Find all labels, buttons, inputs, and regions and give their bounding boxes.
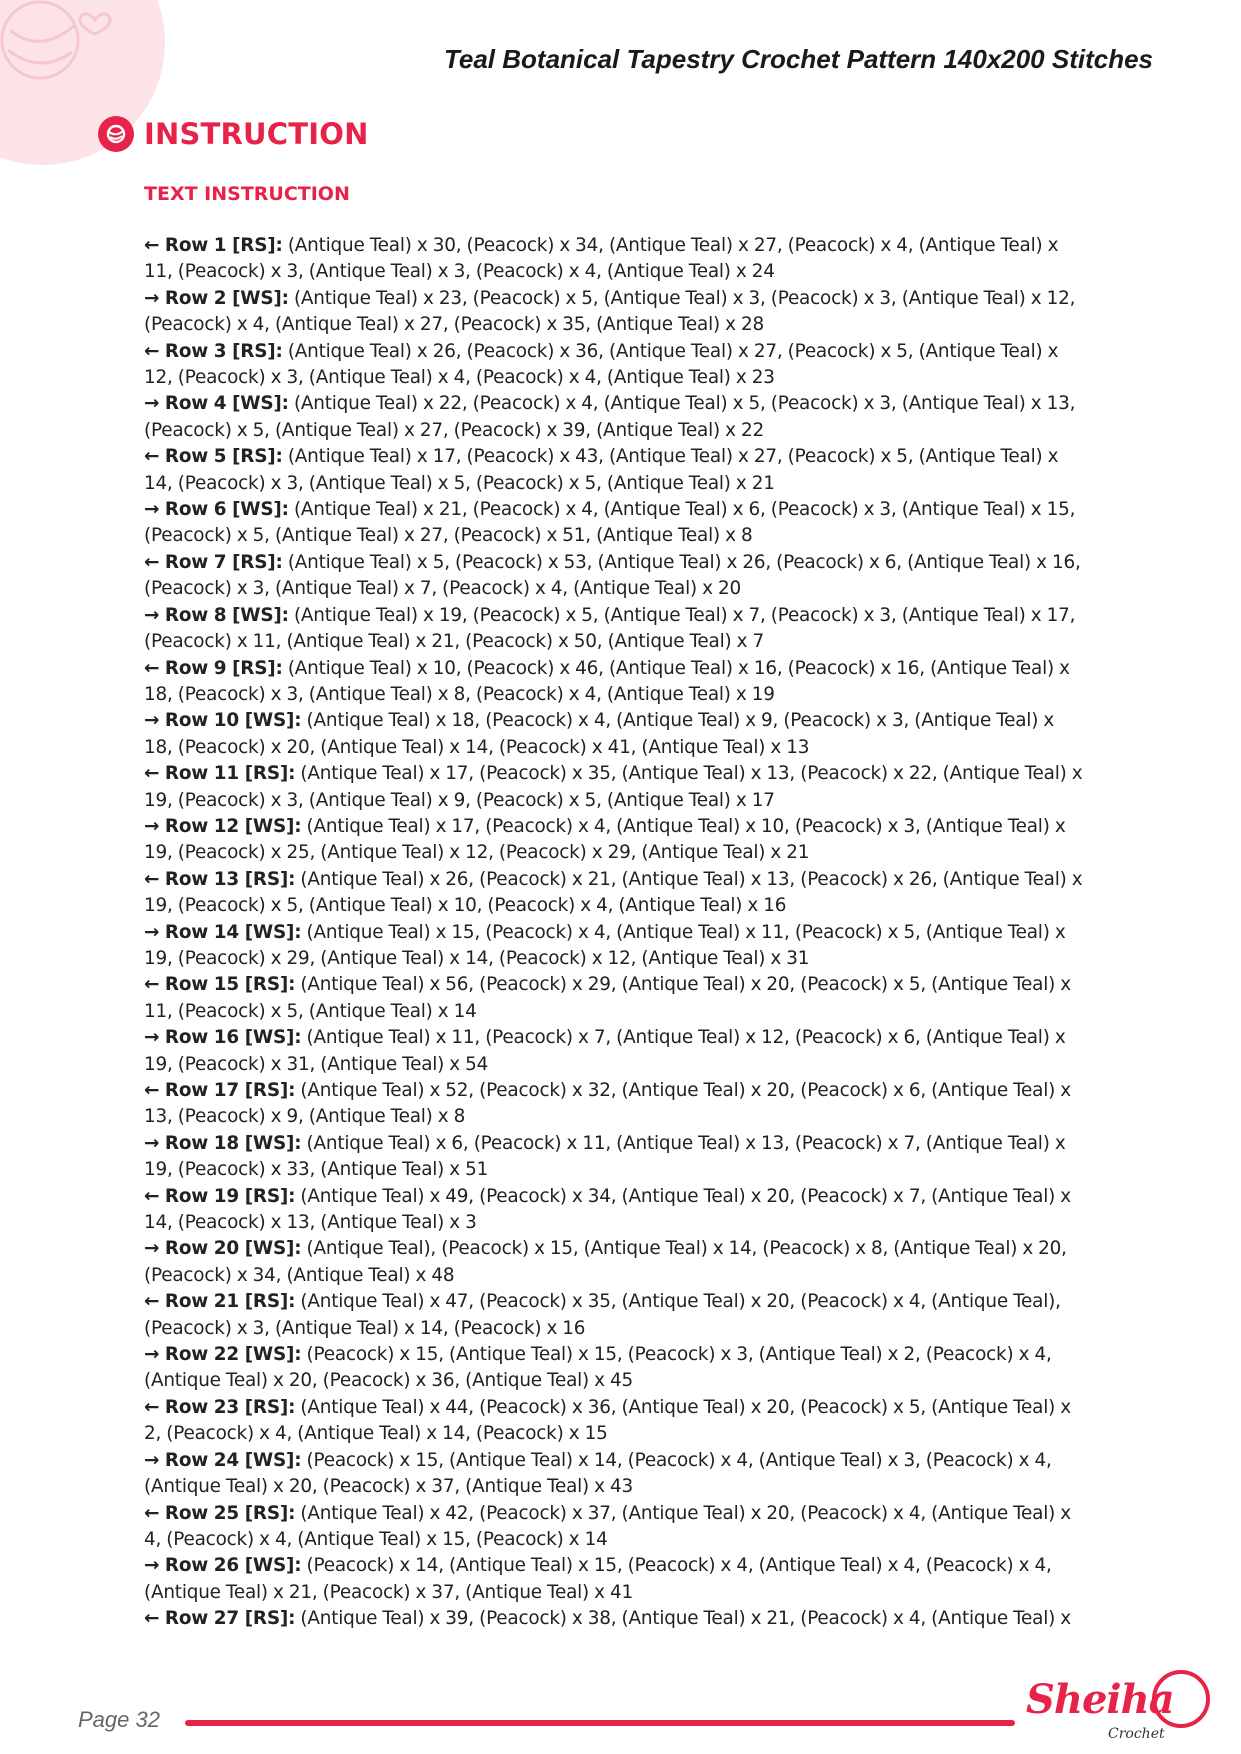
instruction-row — [144, 1448, 1084, 1501]
row-stitches: (Antique Teal) x 17, (Peacock) x 43, (Antique Teal) x 27, (Peacock) x 5, (Antique Teal) x 14, (Peacock) x 3, (Antique Teal) x 5, (Peacock) x 5, (Antique Teal) x 21 — [144, 446, 1059, 494]
footer-divider — [185, 1720, 1015, 1726]
row-stitches: (Antique Teal) x 26, (Peacock) x 21, (Antique Teal) x 13, (Peacock) x 26, (Antique Teal) x 19, (Peacock) x 5, (Antique Teal) x 10, (Peacock) x 4, (Antique Teal) x 16 — [144, 868, 1083, 917]
instruction-row — [144, 656, 1084, 709]
instruction-row — [144, 603, 1084, 656]
instruction-row — [144, 814, 1084, 867]
row-stitches: (Antique Teal) x 23, (Peacock) x 5, (Antique Teal) x 3, (Peacock) x 3, (Antique Teal) x 12, (Peacock) x 4, (Antique Teal) x 27, (Peacock) x 35, (Antique Teal) x 28 — [144, 287, 1076, 336]
row-stitches: (Antique Teal) x 19, (Peacock) x 5, (Antique Teal) x 7, (Peacock) x 3, (Antique Teal) x 17, (Peacock) x 11, (Antique Teal) x 21, (Peacock) x 50, (Antique Teal) x 7 — [144, 604, 1076, 653]
row-stitches: (Antique Teal) x 30, (Peacock) x 34, (Antique Teal) x 27, (Peacock) x 4, (Antique Teal) x 11, (Peacock) x 3, (Antique Teal) x 3, (Peacock) x 4, (Antique Teal) x 24 — [144, 235, 1059, 283]
row-stitches: (Antique Teal) x 18, (Peacock) x 4, (Antique Teal) x 9, (Peacock) x 3, (Antique Teal) x 18, (Peacock) x 20, (Antique Teal) x 14, (Peacock) x 41, (Antique Teal) x 13 — [144, 710, 1055, 758]
row-stitches: (Antique Teal) x 17, (Peacock) x 4, (Antique Teal) x 10, (Peacock) x 3, (Antique Teal) x 19, (Peacock) x 25, (Antique Teal) x 12, (Peacock) x 29, (Antique Teal) x 21 — [144, 815, 1066, 864]
row-stitches: (Antique Teal), (Peacock) x 15, (Antique Teal) x 14, (Peacock) x 8, (Antique Teal) x 20, (Peacock) x 34, (Antique Teal) x 48 — [144, 1238, 1067, 1286]
instruction-row — [144, 972, 1084, 1025]
row-label: ← Row 9 [RS]: — [144, 657, 283, 679]
row-label: ← Row 3 [RS]: — [144, 340, 283, 362]
section-heading — [98, 116, 369, 152]
instruction-row — [144, 550, 1084, 603]
document-title: Teal Botanical Tapestry Crochet Pattern 140x200 Stitches — [443, 44, 1153, 74]
row-stitches: (Antique Teal) x 56, (Peacock) x 29, (Antique Teal) x 20, (Peacock) x 5, (Antique Teal) x 11, (Peacock) x 5, (Antique Teal) x 14 — [144, 974, 1071, 1022]
instruction-row — [144, 1184, 1084, 1237]
row-label: ← Row 17 [RS]: — [144, 1080, 296, 1101]
subsection-title: TEXT INSTRUCTION — [144, 183, 350, 205]
row-label: ← Row 21 [RS]: — [144, 1291, 296, 1313]
row-label: ← Row 19 [RS]: — [144, 1185, 296, 1207]
instruction-row — [144, 1553, 1084, 1606]
logo-subtitle: Crochet — [1108, 1726, 1165, 1742]
row-stitches: (Antique Teal) x 6, (Peacock) x 11, (Antique Teal) x 13, (Peacock) x 7, (Antique Teal) x 19, (Peacock) x 33, (Antique Teal) x 51 — [144, 1132, 1066, 1181]
row-stitches: (Peacock) x 15, (Antique Teal) x 14, (Peacock) x 4, (Antique Teal) x 3, (Peacock) x 4, (Antique Teal) x 20, (Peacock) x 37, (Antique Teal) x 43 — [144, 1449, 1052, 1498]
yarn-logo-icon — [98, 116, 134, 152]
instruction-row — [144, 391, 1084, 444]
row-label: → Row 10 [WS]: — [144, 710, 302, 732]
instruction-row — [144, 708, 1084, 761]
instruction-row — [144, 286, 1084, 339]
row-label: → Row 4 [WS]: — [144, 393, 289, 415]
instruction-rows — [144, 233, 1084, 1633]
row-stitches: (Antique Teal) x 49, (Peacock) x 34, (Antique Teal) x 20, (Peacock) x 7, (Antique Teal) x 14, (Peacock) x 13, (Antique Teal) x 3 — [144, 1185, 1071, 1234]
row-label: → Row 6 [WS]: — [144, 499, 289, 521]
instruction-row — [144, 497, 1084, 550]
instruction-row — [144, 339, 1084, 392]
row-label: → Row 8 [WS]: — [144, 604, 289, 626]
row-stitches: (Antique Teal) x 21, (Peacock) x 4, (Antique Teal) x 6, (Peacock) x 3, (Antique Teal) x 15, (Peacock) x 5, (Antique Teal) x 27, (Peacock) x 51, (Antique Teal) x 8 — [144, 499, 1076, 547]
instruction-row — [144, 444, 1084, 497]
row-stitches: (Antique Teal) x 17, (Peacock) x 35, (Antique Teal) x 13, (Peacock) x 22, (Antique Teal) x 19, (Peacock) x 3, (Antique Teal) x 9, (Peacock) x 5, (Antique Teal) x 17 — [144, 763, 1083, 811]
row-label: ← Row 23 [RS]: — [144, 1396, 296, 1418]
row-stitches: (Antique Teal) x 5, (Peacock) x 53, (Antique Teal) x 26, (Peacock) x 6, (Antique Teal) x 16, (Peacock) x 3, (Antique Teal) x 7, (Peacock) x 4, (Antique Teal) x 20 — [144, 551, 1081, 600]
row-label: → Row 26 [WS]: — [144, 1555, 302, 1577]
row-stitches: (Antique Teal) x 44, (Peacock) x 36, (Antique Teal) x 20, (Peacock) x 5, (Antique Teal) x 2, (Peacock) x 4, (Antique Teal) x 14, (Peacock) x 15 — [144, 1396, 1071, 1445]
instruction-row — [144, 233, 1084, 286]
row-stitches: (Peacock) x 15, (Antique Teal) x 15, (Peacock) x 3, (Antique Teal) x 2, (Peacock) x 4, (Antique Teal) x 20, (Peacock) x 36, (Antique Teal) x 45 — [144, 1344, 1052, 1392]
logo-name: Sheiha — [1026, 1676, 1174, 1723]
instruction-row — [144, 1395, 1084, 1448]
row-label: → Row 22 [WS]: — [144, 1344, 302, 1366]
row-stitches: (Antique Teal) x 15, (Peacock) x 4, (Antique Teal) x 11, (Peacock) x 5, (Antique Teal) x 19, (Peacock) x 29, (Antique Teal) x 14, (Peacock) x 12, (Antique Teal) x 31 — [144, 921, 1066, 969]
row-stitches: (Antique Teal) x 42, (Peacock) x 37, (Antique Teal) x 20, (Peacock) x 4, (Antique Teal) x 4, (Peacock) x 4, (Antique Teal) x 15, (Peacock) x 14 — [144, 1502, 1071, 1550]
row-label: → Row 18 [WS]: — [144, 1132, 302, 1154]
row-label: → Row 2 [WS]: — [144, 287, 289, 309]
row-stitches: (Peacock) x 14, (Antique Teal) x 15, (Peacock) x 4, (Antique Teal) x 4, (Peacock) x 4, (Antique Teal) x 21, (Peacock) x 37, (Antique Teal) x 41 — [144, 1555, 1052, 1603]
row-stitches: (Antique Teal) x 52, (Peacock) x 32, (Antique Teal) x 20, (Peacock) x 6, (Antique Teal) x 13, (Peacock) x 9, (Antique Teal) x 8 — [144, 1080, 1071, 1128]
row-label: ← Row 11 [RS]: — [144, 763, 296, 785]
instruction-row — [144, 1342, 1084, 1395]
instruction-row — [144, 1606, 1084, 1632]
row-label: → Row 24 [WS]: — [144, 1449, 302, 1471]
row-stitches: (Antique Teal) x 10, (Peacock) x 46, (Antique Teal) x 16, (Peacock) x 16, (Antique Teal) x 18, (Peacock) x 3, (Antique Teal) x 8, (Peacock) x 4, (Antique Teal) x 19 — [144, 657, 1070, 705]
row-label: ← Row 27 [RS]: — [144, 1608, 296, 1630]
instruction-row — [144, 1236, 1084, 1289]
row-label: → Row 12 [WS]: — [144, 815, 302, 837]
row-label: → Row 14 [WS]: — [144, 921, 302, 943]
row-label: → Row 16 [WS]: — [144, 1027, 302, 1049]
instruction-row — [144, 1289, 1084, 1342]
brand-logo — [1020, 1668, 1220, 1754]
row-label: ← Row 13 [RS]: — [144, 868, 296, 890]
row-stitches: (Antique Teal) x 11, (Peacock) x 7, (Antique Teal) x 12, (Peacock) x 6, (Antique Teal) x 19, (Peacock) x 31, (Antique Teal) x 54 — [144, 1027, 1066, 1075]
row-stitches: (Antique Teal) x 26, (Peacock) x 36, (Antique Teal) x 27, (Peacock) x 5, (Antique Teal) x 12, (Peacock) x 3, (Antique Teal) x 4, (Peacock) x 4, (Antique Teal) x 23 — [144, 340, 1059, 389]
instruction-row — [144, 1078, 1084, 1131]
row-stitches: (Antique Teal) x 47, (Peacock) x 35, (Antique Teal) x 20, (Peacock) x 4, (Antique Teal), (Peacock) x 3, (Antique Teal) x 14, (Peacock) x 16 — [144, 1291, 1061, 1339]
instruction-row — [144, 1025, 1084, 1078]
row-label: → Row 20 [WS]: — [144, 1238, 302, 1260]
row-label: ← Row 7 [RS]: — [144, 551, 283, 573]
row-stitches: (Antique Teal) x 39, (Peacock) x 38, (Antique Teal) x 21, (Peacock) x 4, (Antique Teal) x — [295, 1608, 1071, 1630]
page-number: Page 32 — [78, 1707, 160, 1732]
instruction-row — [144, 920, 1084, 973]
row-label: ← Row 5 [RS]: — [144, 446, 283, 468]
row-label: ← Row 15 [RS]: — [144, 974, 296, 996]
instruction-row — [144, 761, 1084, 814]
instruction-row — [144, 867, 1084, 920]
row-label: ← Row 25 [RS]: — [144, 1502, 296, 1524]
row-label: ← Row 1 [RS]: — [144, 235, 283, 256]
instruction-row — [144, 1501, 1084, 1554]
section-title: INSTRUCTION — [144, 117, 369, 151]
instruction-row — [144, 1131, 1084, 1184]
row-stitches: (Antique Teal) x 22, (Peacock) x 4, (Antique Teal) x 5, (Peacock) x 3, (Antique Teal) x 13, (Peacock) x 5, (Antique Teal) x 27, (Peacock) x 39, (Antique Teal) x 22 — [144, 393, 1076, 441]
